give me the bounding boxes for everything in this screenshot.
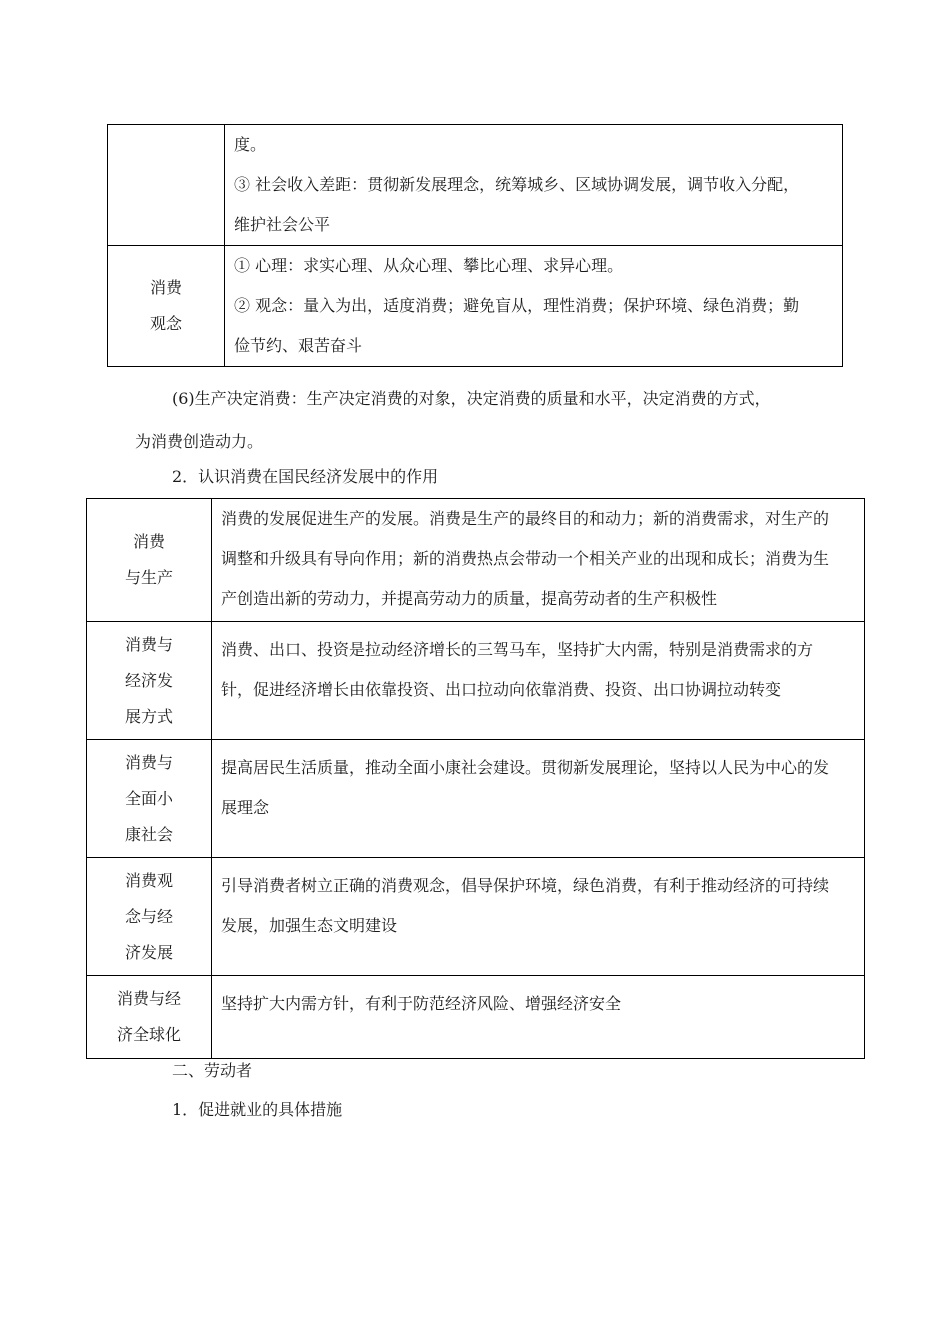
row-content (212, 622, 865, 740)
row-label (87, 976, 212, 1059)
table-row (87, 976, 865, 1059)
row-content (212, 499, 865, 622)
label-line: 济发展 (124, 942, 173, 962)
cell-line: 调整和升级具有导向作用；新的消费热点会带动一个相关产业的出现和成长；消费为生 (221, 549, 830, 568)
label-line: 全面小 (124, 788, 173, 808)
row-content (212, 858, 865, 976)
section-title: 二、劳动者 (172, 1061, 253, 1080)
item-title: 1．促进就业的具体措施 (172, 1100, 343, 1119)
cell-line: ③ 社会收入差距：贯彻新发展理念，统筹城乡、区域协调发展，调节收入分配， (234, 175, 800, 194)
label-line: 经济发 (124, 670, 173, 690)
cell-line: 发展，加强生态文明建设 (221, 916, 398, 935)
paragraph-line: (6)生产决定消费：生产决定消费的对象，决定消费的质量和水平，决定消费的方式， (172, 389, 771, 408)
table-income-consumption (107, 124, 843, 367)
cell-line: 产创造出新的劳动力，并提高劳动力的质量，提高劳动者的生产积极性 (221, 589, 718, 608)
cell-line: 俭节约、艰苦奋斗 (234, 336, 363, 355)
row-label (87, 858, 212, 976)
table-consumption-role (86, 498, 865, 1059)
table-row (87, 499, 865, 622)
cell-line: 提高居民生活质量，推动全面小康社会建设。贯彻新发展理论，坚持以人民为中心的发 (221, 758, 830, 777)
row-label-empty (108, 125, 225, 246)
label-line: 消费与经 (116, 989, 181, 1008)
cell-line: 坚持扩大内需方针，有利于防范经济风险、增强经济安全 (221, 994, 622, 1013)
cell-line: 度。 (234, 135, 267, 154)
row-label (87, 740, 212, 858)
label-line: 消费观 (124, 870, 173, 890)
label-line: 消费与 (124, 752, 173, 772)
label-line: 济全球化 (116, 1025, 181, 1044)
table-row (87, 622, 865, 740)
cell-line: 消费的发展促进生产的发展。消费是生产的最终目的和动力；新的消费需求，对生产的 (221, 509, 830, 528)
label-line: 消费与 (124, 634, 173, 654)
row-content (225, 246, 843, 367)
row-content (225, 125, 843, 246)
table-row (108, 125, 843, 246)
label-line: 消费 (132, 532, 165, 551)
cell-line: 针，促进经济增长由依靠投资、出口拉动向依靠消费、投资、出口协调拉动转变 (221, 680, 782, 699)
cell-line: ② 观念：量入为出，适度消费；避免盲从，理性消费；保护环境、绿色消费；勤 (234, 296, 800, 315)
label-line: 消费 (149, 278, 182, 297)
label-line: 展方式 (124, 706, 173, 726)
cell-line: 消费、出口、投资是拉动经济增长的三驾马车，坚持扩大内需，特别是消费需求的方 (221, 640, 814, 659)
row-label (87, 622, 212, 740)
label-line: 康社会 (124, 824, 173, 844)
paragraph-line: 为消费创造动力。 (135, 432, 264, 451)
label-line: 念与经 (124, 906, 173, 926)
label-line: 与生产 (124, 568, 173, 587)
label-line: 观念 (149, 314, 182, 333)
table-row (87, 858, 865, 976)
row-label (108, 246, 225, 367)
table-row (108, 246, 843, 367)
table-row (87, 740, 865, 858)
cell-line: 维护社会公平 (234, 215, 331, 234)
section-heading: 2．认识消费在国民经济发展中的作用 (172, 467, 439, 486)
row-label (87, 499, 212, 622)
cell-line: ① 心理：求实心理、从众心理、攀比心理、求异心理。 (234, 256, 624, 275)
row-content (212, 740, 865, 858)
cell-line: 引导消费者树立正确的消费观念，倡导保护环境，绿色消费，有利于推动经济的可持续 (221, 876, 830, 895)
row-content (212, 976, 865, 1059)
cell-line: 展理念 (221, 798, 270, 817)
